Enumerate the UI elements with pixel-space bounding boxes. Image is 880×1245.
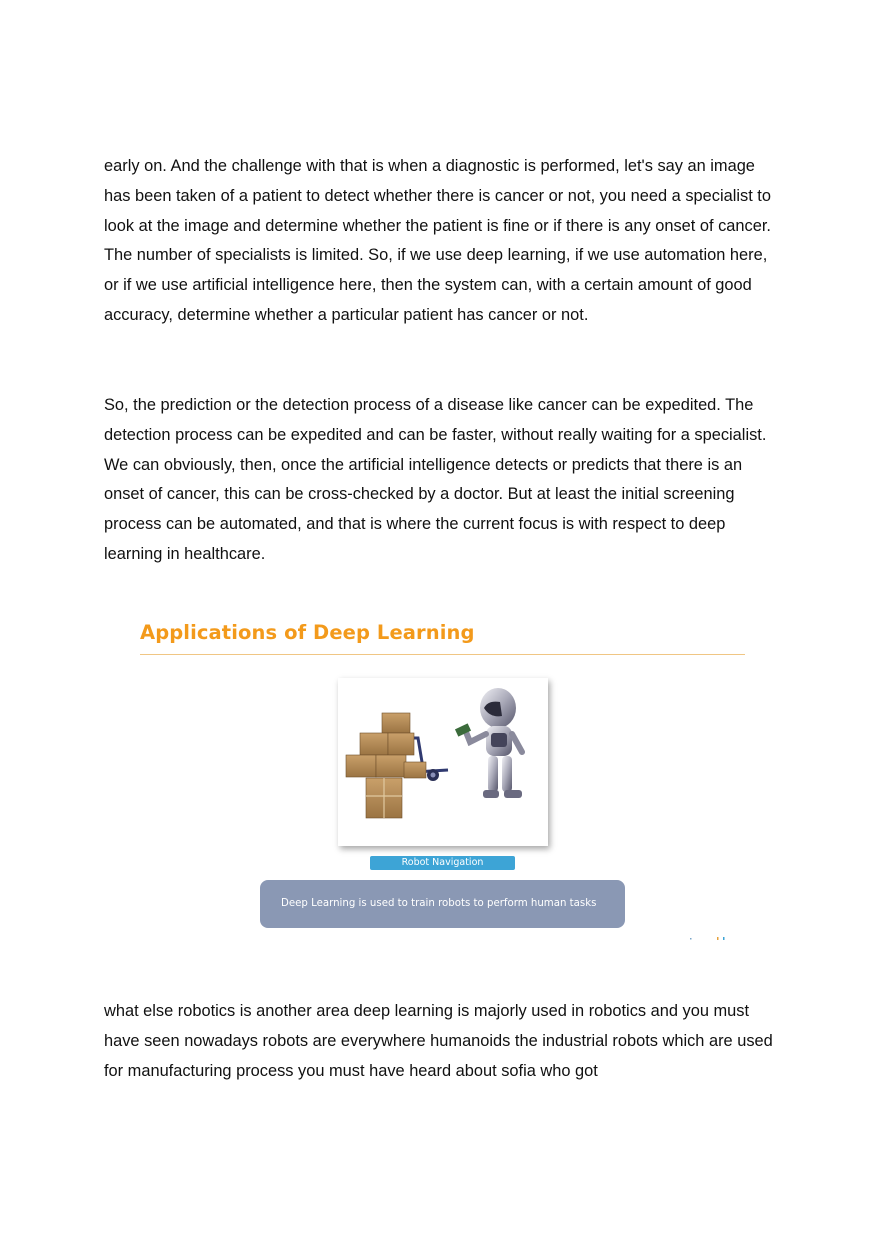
paragraph-healthcare-diagnosis: early on. And the challenge with that is when a diagnostic is performed, let's say an image has been taken of a patient to detect whether there is cancer or not, you need a specialist to look at the image and determine whether the patient is fine or if there is any onset of cancer. The number of specialists is limited. So, if we use deep learning, if we use automation here, or if we use artificial intelligence here, then the system can, with a certain amount of good accuracy, determine whether a particular patient has cancer or not. (104, 157, 771, 324)
paragraph-robotics: what else robotics is another area deep learning is majorly used in robotics and you must have seen nowadays robots are everywhere humanoids the industrial robots which are used for manufacturing process you must have heard about sofia who got (104, 1002, 773, 1080)
image-caption-tag: Robot Navigation (370, 856, 515, 870)
robot-illustration (338, 678, 548, 846)
slide-title: Applications of Deep Learning (140, 621, 475, 644)
slide-title-divider (140, 654, 745, 655)
robot-with-boxes-image (338, 678, 548, 846)
slide-description-box: Deep Learning is used to train robots to perform human tasks (260, 880, 625, 928)
cardboard-boxes (346, 713, 426, 818)
slide-figure (130, 605, 755, 950)
decorative-marks (690, 935, 730, 941)
paragraph-cancer-detection: So, the prediction or the detection process of a disease like cancer can be expedited. The detection process can be expedited and can be faster, without really waiting for a specialist. We can obviously, then, once the artificial intelligence detects or predicts that there is an onset of cancer, this can be cross-checked by a doctor. But at least the initial screening process can be automated, and that is where the current focus is with respect to deep learning in healthcare. (104, 396, 767, 563)
humanoid-robot (455, 688, 522, 798)
